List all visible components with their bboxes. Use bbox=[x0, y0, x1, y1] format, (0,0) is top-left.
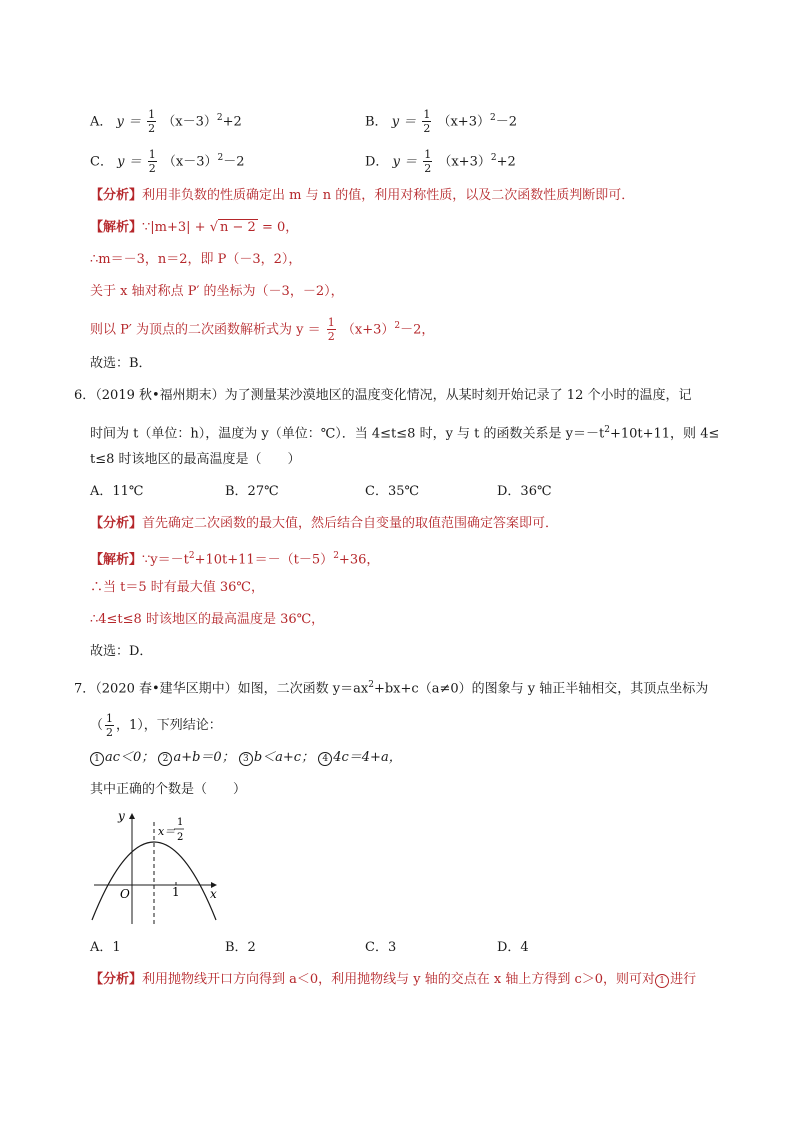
symmetry-axis-den: 2 bbox=[177, 832, 184, 843]
q7-conclusions: 1 ac＜0； 2 a+b＝0； 3 b＜a+c； 4 4c＝4+a， bbox=[90, 748, 402, 768]
q5-solution-line3: 关于 x 轴对称点 P′ 的坐标为（－3，－2）， bbox=[90, 284, 344, 299]
x-axis-label: x bbox=[210, 887, 217, 901]
q6-stem-line1: 6．（2019 秋•福州期末）为了测量某沙漠地区的温度变化情况，从某时刻开始记录了 12 个小时的温度，记 bbox=[74, 388, 692, 403]
q7-analysis: 【分析】利用抛物线开口方向得到 a＜0，利用抛物线与 y 轴的交点在 x 轴上方得到 c＞0，则可对 1 进行 bbox=[90, 972, 697, 987]
q5-analysis: 【分析】利用非负数的性质确定出 m 与 n 的值，利用对称性质，以及二次函数性质判断即可． bbox=[90, 188, 635, 203]
q7-stem-line2: （ $\frac{1}{2}$ ，1），下列结论： bbox=[90, 712, 222, 739]
q7-option-d: D．4 bbox=[497, 940, 529, 955]
q5-solution-line2: ∴m＝－3，n＝2，即 P（－3，2）， bbox=[90, 252, 302, 267]
q5-choice: 故选：B． bbox=[90, 356, 152, 371]
q7-option-b: B．2 bbox=[225, 940, 256, 955]
y-axis-label: y bbox=[118, 809, 125, 823]
q7-option-a: A．1 bbox=[90, 940, 121, 955]
origin-label: O bbox=[120, 887, 130, 901]
q5-option-d: D． y ＝ $\frac{1}{2}$ $(x+3)^2+2$ bbox=[365, 148, 516, 176]
q7-parabola-graph bbox=[88, 808, 228, 928]
q6-solution-line1: 【解析】$\because y=-t^2+10t+11=-(t-5)^2+36$， bbox=[90, 551, 380, 568]
q6-choice: 故选：D． bbox=[90, 644, 153, 659]
q5-option-a: A． y ＝ $\frac{1}{2}$ $(x-3)^2+2$ bbox=[90, 108, 242, 136]
q6-solution-line3: ∴4≤t≤8 时该地区的最高温度是 36℃， bbox=[90, 612, 325, 627]
q6-solution-line2: ∴当 t＝5 时有最大值 36℃， bbox=[90, 580, 264, 595]
q5-option-b: B． y ＝ $\frac{1}{2}$ $(x+3)^2-2$ bbox=[365, 108, 517, 136]
q6-option-a: A．11℃ bbox=[90, 484, 144, 499]
q6-option-d: D．36℃ bbox=[497, 484, 552, 499]
q6-option-b: B．27℃ bbox=[225, 484, 279, 499]
q6-stem-line2: 时间为 t（单位：h），温度为 y（单位：℃）．当 4≤t≤8 时，y 与 t 的函数关系是 $y=-t^2+10t+11$，则 4≤ bbox=[90, 425, 720, 442]
q5-option-c: C． y ＝ $\frac{1}{2}$ $(x-3)^2-2$ bbox=[90, 148, 245, 176]
tick-one-label: 1 bbox=[172, 885, 180, 899]
q7-option-c: C．3 bbox=[365, 940, 397, 955]
symmetry-axis-num: 1 bbox=[177, 817, 184, 828]
q5-solution-line4: 则以 P′ 为顶点的二次函数解析式为 y ＝ $\frac{1}{2}$ $(x+3)^2-2$， bbox=[90, 316, 435, 344]
q7-stem-line4: 其中正确的个数是（ ） bbox=[90, 782, 247, 797]
q7-stem-line1: 7．（2020 春•建华区期中）如图，二次函数 $y=ax^2+bx+c(a\ne 0)$的图象与 y 轴正半轴相交，其顶点坐标为 bbox=[74, 680, 709, 697]
q6-analysis: 【分析】首先确定二次函数的最大值，然后结合自变量的取值范围确定答案即可． bbox=[90, 516, 559, 531]
q5-solution-line1: 【解析】∵|m+3| + √ n − 2 = 0， bbox=[90, 220, 299, 235]
q6-stem-line3: t≤8 时该地区的最高温度是（ ） bbox=[90, 452, 301, 467]
q6-option-c: C．35℃ bbox=[365, 484, 420, 499]
symmetry-axis-label: x＝ bbox=[158, 825, 176, 838]
